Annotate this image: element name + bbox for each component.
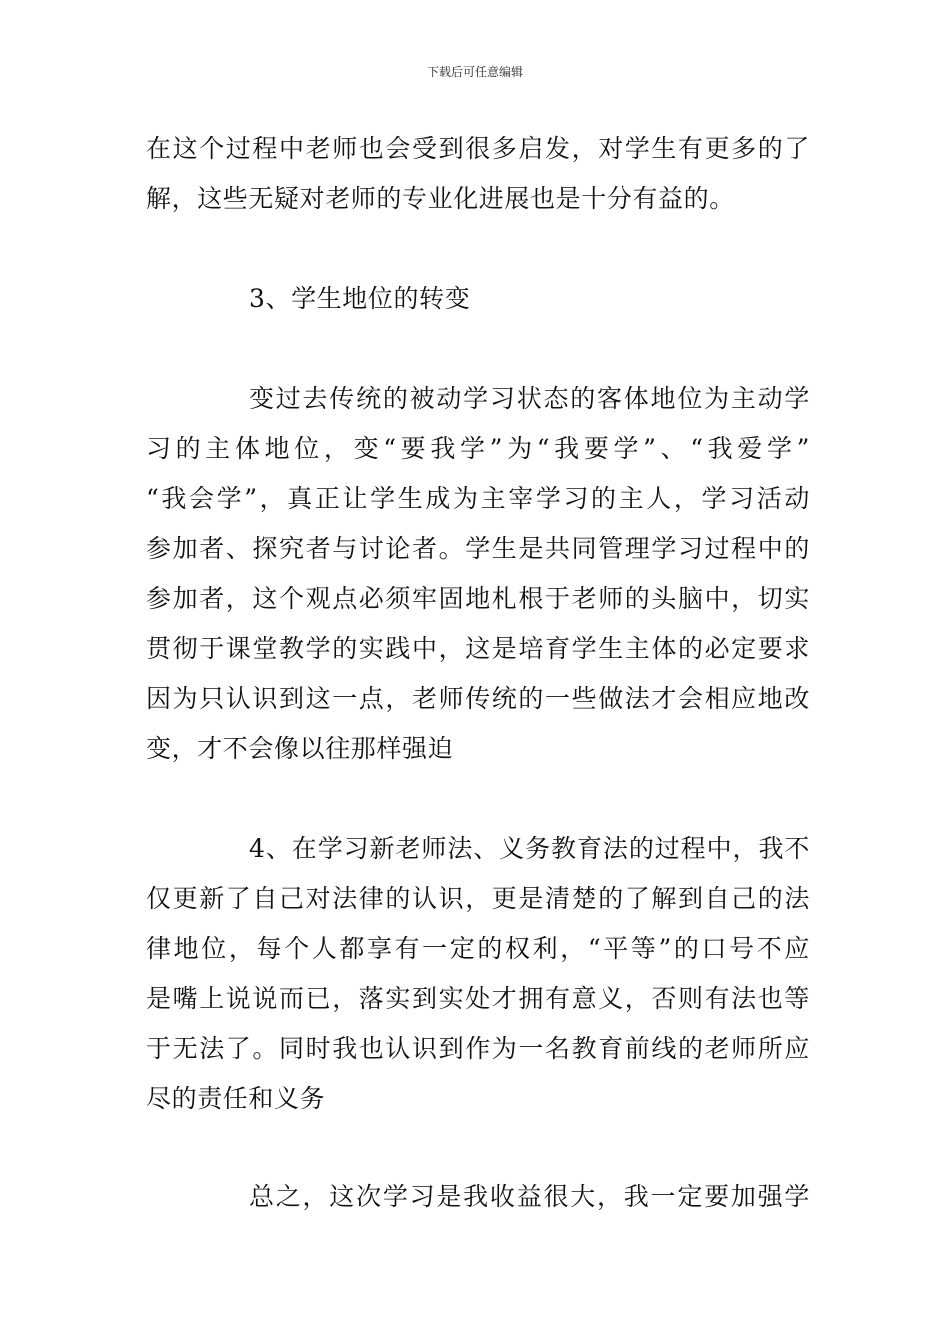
text-line: 贯彻于课堂教学的实践中，这是培育学生主体的必定要求 [146,634,810,663]
text-line: 4、在学习新老师法、义务教育法的过程中，我不 [249,834,810,863]
text-line: 变，才不会像以往那样强迫 [146,734,454,763]
text-line: 尽的责任和义务 [146,1084,326,1113]
text-line: 于无法了。同时我也认识到作为一名教育前线的老师所应 [146,1034,810,1063]
text-line: 解，这些无疑对老师的专业化进展也是十分有益的。 [146,184,735,213]
text-line: 参加者、探究者与讨论者。学生是共同管理学习过程中的 [146,534,810,563]
text-line: 参加者，这个观点必须牢固地札根于老师的头脑中，切实 [146,584,810,613]
text-line: “我会学”，真正让学生成为主宰学习的主人，学习活动 [146,484,810,513]
text-line: 律地位，每个人都享有一定的权利，“平等”的口号不应 [146,934,810,963]
text-line: 变过去传统的被动学习状态的客体地位为主动学 [249,384,810,413]
text-line: 是嘴上说说而已，落实到实处才拥有意义，否则有法也等 [146,984,810,1013]
text-line: 因为只认识到这一点，老师传统的一些做法才会相应地改 [146,684,810,713]
text-line: 总之，这次学习是我收益很大，我一定要加强学 [249,1182,810,1211]
text-line: 习的主体地位，变“要我学”为“我要学”、“我爱学” [146,434,810,463]
page-header: 下载后可任意编辑 [426,65,523,79]
text-line: 仅更新了自己对法律的认识，更是清楚的了解到自己的法 [146,884,810,913]
text-line: 在这个过程中老师也会受到很多启发，对学生有更多的了 [146,134,810,163]
section-heading: 3、学生地位的转变 [249,284,471,313]
